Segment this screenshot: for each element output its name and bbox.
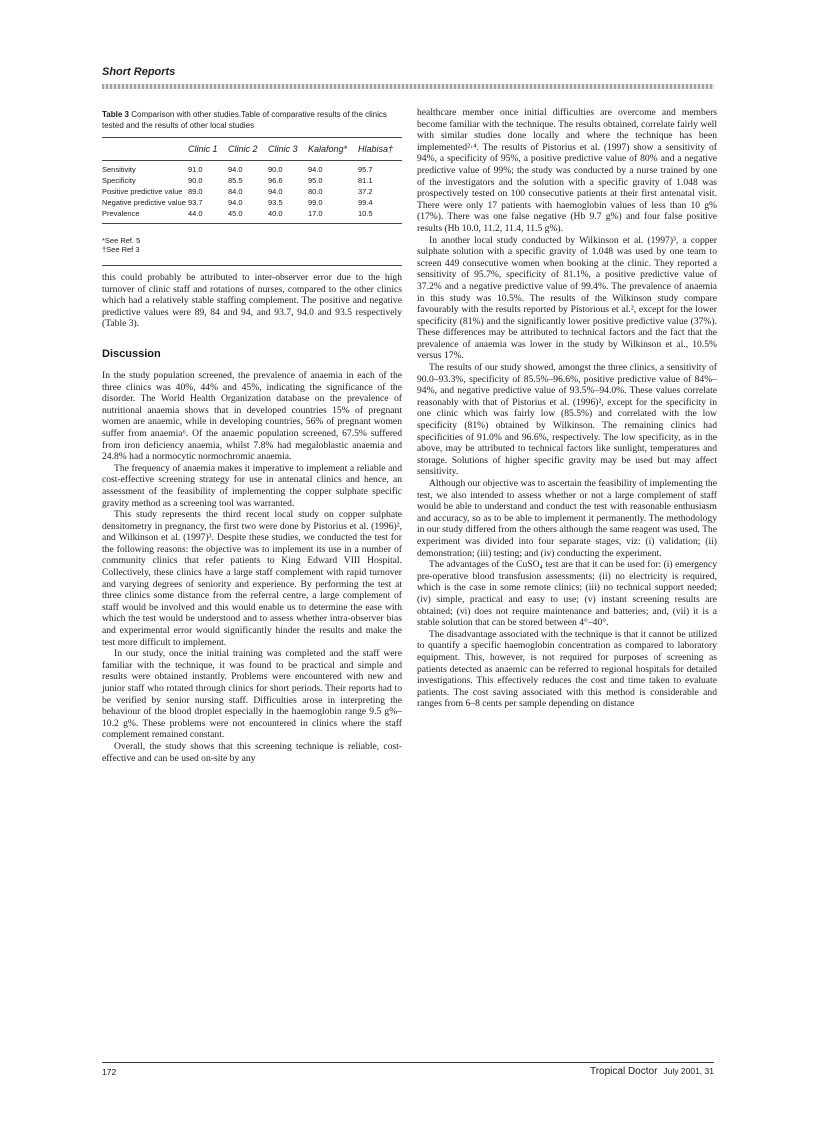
- table-cell: 96.6: [268, 176, 283, 185]
- page-number: 172: [102, 1067, 117, 1077]
- body-paragraph: The frequency of anaemia makes it imperative to implement a reliable and cost-effective screening strategy for use in antenatal clinics and hence, an assessment of the feasibility of implementing the copper sulphate specific gravity method as a screening tool was warranted.: [102, 462, 402, 509]
- table-caption-label: Table 3: [102, 110, 129, 119]
- body-paragraph: The results of our study showed, amongst the three clinics, a sensitivity of 90.0–93.3%, specificity of 85.5%–96.6%, positive predictive value of 84%–94%, and negative predictive value of 93.5%–94.0%. These values correlate reasonably with that of Pistorius et al. (1996)², except for the specificity in one clinic which was fairly low (85.5%) and correlated with the low specificity (81%) obtained by Wilkinson. The remaining clinics had specificities of 91.0% and 96.6%, respectively. The low specificity, as in the above, may be attributed to technical factors like sunlight, temperatures and storage. Solutions of higher specific gravity may be used but may affect sensitivity.: [417, 362, 717, 478]
- table-cell: 99.4: [358, 198, 373, 207]
- table-cell: 94.0: [308, 165, 323, 174]
- table-cell: 45.0: [228, 209, 243, 218]
- table-header-cell: Clinic 3: [268, 144, 298, 154]
- table-header-row: [102, 138, 402, 160]
- table-cell: 93.7: [188, 198, 203, 207]
- table-cell: Sensitivity: [102, 165, 136, 174]
- table-cell: 89.0: [188, 187, 203, 196]
- table-header-cell: Clinic 1: [188, 144, 218, 154]
- table-row: [102, 208, 402, 219]
- table-cell: 99.0: [308, 198, 323, 207]
- table-cell: 84.0: [228, 187, 243, 196]
- body-paragraph: this could probably be attributed to inter-observer error due to the high turnover of clinic staff and rotations of nurses, compared to the other clinics which had a relatively stable staffing complement. The positive and negative predictive values were 89, 84 and 94, and 93.7, 94.0 and 93.5 respectively (Table 3).: [102, 272, 402, 330]
- table-row: [102, 197, 402, 208]
- body-paragraph: The advantages of the CuSO₄ test are that it can be used for: (i) emergency pre-operative blood transfusion assessments; (ii) no electricity is required, which is the case in some remote clinics; (iii) no technical support needed; (iv) simple, practical and easy to use; (v) instant screening results are obtained; (vi) does not require maintenance and batteries; and, (vii) it is a stable solution that can be stored between 4°–40°.: [417, 559, 717, 629]
- table-header-cell: Hlabisa†: [358, 144, 394, 154]
- table-cell: 90.0: [268, 165, 283, 174]
- footer-rule: [102, 1062, 714, 1063]
- table-cell: 37.2: [358, 187, 373, 196]
- table-cell: 44.0: [188, 209, 203, 218]
- table-cell: 94.0: [228, 165, 243, 174]
- table-cell: Prevalence: [102, 209, 140, 218]
- table-cell: 94.0: [228, 198, 243, 207]
- table-caption: [102, 109, 402, 131]
- table-cell: 93.5: [268, 198, 283, 207]
- table-cell: Positive predictive value: [102, 187, 183, 196]
- table-cell: 81.1: [358, 176, 373, 185]
- table-header-cell: Clinic 2: [228, 144, 258, 154]
- table-footnote: *See Ref. 5: [102, 236, 141, 245]
- table-cell: 94.0: [268, 187, 283, 196]
- journal-name: Tropical Doctor: [589, 1066, 658, 1077]
- body-paragraph: Overall, the study shows that this screening technique is reliable, cost-effective and can be used on-site by any: [102, 740, 402, 764]
- journal-footer: [590, 1066, 714, 1077]
- left-column: [102, 107, 402, 764]
- footnote-rule: [102, 265, 402, 266]
- table-row: [102, 186, 402, 197]
- body-paragraph: This study represents the third recent local study on copper sulphate densitometry in pregnancy, the first two were done by Pistorius et al. (1996)², and Wilkinson et al. (1997)³. Despite these studies, we conducted the test for the following reasons: the objective was to implement its use in a number of community clinics that refer patients to King Edward VIII Hospital. Collectively, these clinics have a large staff complement with rapid turnover and varying degrees of seniority and experience. By performing the test at three clinics some distance from the referral centre, a large complement of staff would be involved and this would enable us to determine the ease with which the test would be understood and to assess whether intra-observer bias and experimental error would significantly hinder the results and make the test more difficult to implement.: [102, 509, 402, 648]
- comparison-table: [102, 138, 402, 224]
- table-footnote: †See Ref 3: [102, 245, 140, 254]
- body-paragraph: In another local study conducted by Wilkinson et al. (1997)³, a copper sulphate solution with a specific gravity of 1.048 was used by one team to screen 449 consecutive women when booking at the clinic. They reported a sensitivity of 95.7%, specificity of 81.1%, a positive predictive value of 37.2% and a negative predictive value of 99.4%. The prevalence of anaemia in this study was 10.5%. The results of the Wilkinson study compare favourably with the results reported by Pistorious et al.², except for the lower specificity (81%) and the significantly lower positive predictive value (37%). These differences may be attributed to technical factors and the fact that the prevalence of anaemia was lower in the study by Wilkinson et al., 10.5% versus 17%.: [417, 234, 717, 362]
- section-heading: Discussion: [102, 347, 161, 360]
- table-cell: 90.0: [188, 176, 203, 185]
- table-cell: 91.0: [188, 165, 203, 174]
- table-cell: 17.0: [308, 209, 323, 218]
- body-paragraph: Although our objective was to ascertain the feasibility of implementing the test, we also intended to assess whether or not a large complement of staff would be able to understand and conduct the test with reasonable enthusiasm and accuracy, so as to be able to implement it permanently. The methodology in our study differed from the others although the same reagent was used. The experiment was divided into four separate stages, viz: (i) validation; (ii) demonstration; (iii) testing; and (iv) conducting the experiment.: [417, 478, 717, 559]
- table-row: [102, 175, 402, 186]
- table-cell: Specificity: [102, 176, 136, 185]
- journal-issue: July 2001, 31: [663, 1066, 714, 1076]
- table-caption-text: Comparison with other studies.Table of comparative results of the clinics tested and the results of other local studies: [102, 110, 387, 130]
- header-rule: [102, 84, 714, 89]
- running-header: Short Reports: [102, 66, 176, 78]
- table-cell: 10.5: [358, 209, 373, 218]
- table-cell: 95.0: [308, 176, 323, 185]
- table-cell: 40.0: [268, 209, 283, 218]
- body-paragraph: In our study, once the initial training was completed and the staff were familiar with the technique, it was found to be practical and simple and results were obtained instantly. Problems were encountered with new and junior staff who rotated through clinics for short periods. Their reports had to be verified by senior nursing staff. Difficulties arose in interpreting the behaviour of the blood droplet especially in the haemoglobin range 9.5 g%–10.2 g%. These problems were not encountered in clinics where the staff complement remained constant.: [102, 648, 402, 741]
- table-cell: 80.0: [308, 187, 323, 196]
- table-cell: 85.5: [228, 176, 243, 185]
- body-paragraph: The disadvantage associated with the technique is that it cannot be utilized to quantify a specific haemoglobin concentration as compared to laboratory equipment. This, however, is not required for purposes of screening as patients detected as anaemic can be referred to regional hospitals for detailed investigations. This effectively reduces the cost and time taken to evaluate patients. The cost saving associated with this method is considerable and ranges from 6–8 cents per sample depending on distance: [417, 628, 717, 710]
- table-header-cell: Kalafong*: [308, 144, 348, 154]
- table-cell: Negative predictive value: [102, 198, 186, 207]
- body-paragraph: healthcare member once initial difficulties are overcome and members become familiar with the technique. The results obtained, correlate fairly well with similar studies done locally and where the technique has been implemented²·⁴. The results of Pistorius et al. (1997) show a sensitivity of 94%, a specificity of 95%, a positive predictive value of 80% and a negative predictive value of 99%; the study was conducted by a nurse trained by one of the investigators and the solution with a specific gravity of 1.048 was prospectively tested on 100 consecutive patients at their first antenatal visit. There were only 17 patients with haemoglobin values of less than 10 g% (17%). There was one false negative (Hb 9.7 g%) and four false positive results (Hb 10.0, 11.2, 11.4, 11.5 g%).: [417, 107, 717, 234]
- table-row: [102, 161, 402, 175]
- right-column: [417, 107, 717, 710]
- table-header-cell: [102, 138, 188, 160]
- table-cell: 95.7: [358, 165, 373, 174]
- body-paragraph: In the study population screened, the prevalence of anaemia in each of the three clinics was 40%, 44% and 45%, indicating the significance of the disorder. The World Health Organization database on the prevalence of nutritional anaemia shows that in developed countries 15% of pregnant women are anaemic, while in developing countries, 56% of pregnant women suffer from anaemia⁶. Of the anaemic population screened, 67.5% suffered from iron deficiency anaemia, whilst 7.8% had megaloblastic anaemia and 24.8% had a normocytic normochromic anaemia.: [102, 369, 402, 463]
